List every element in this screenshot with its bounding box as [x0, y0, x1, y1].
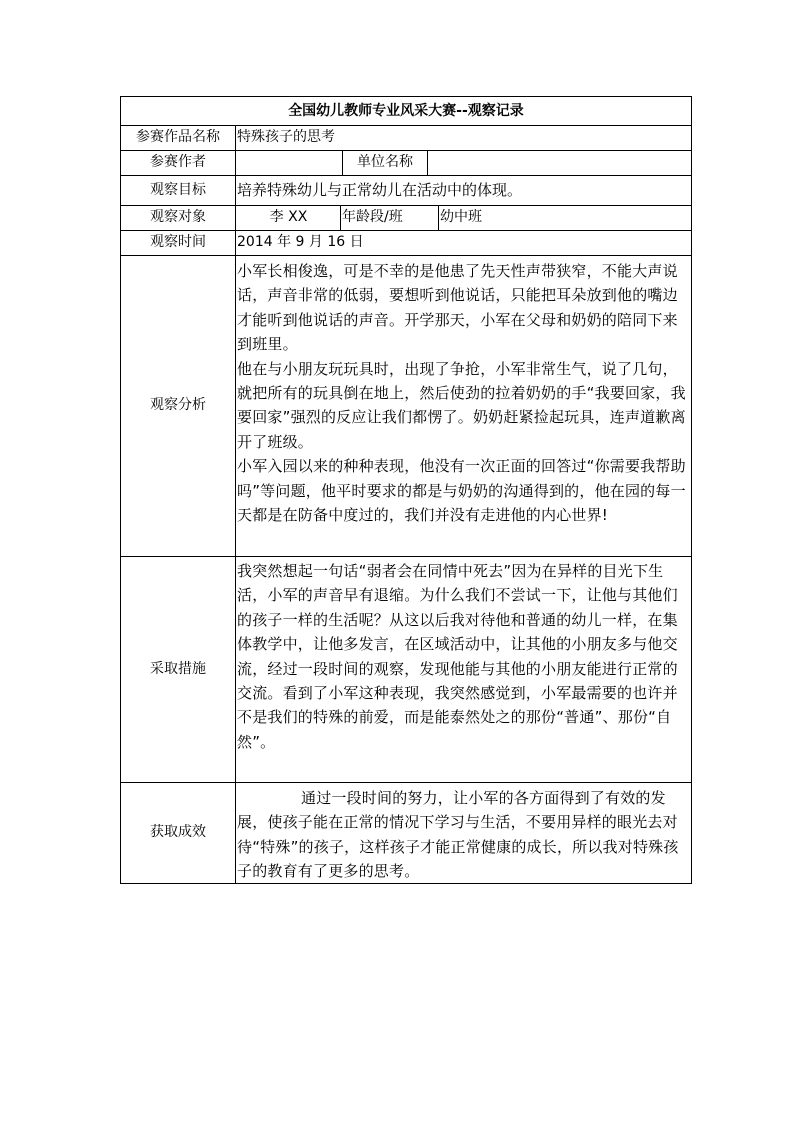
- goal-value: 培养特殊幼儿与正常幼儿在活动中的体现。: [237, 181, 523, 199]
- goal-label: 观察目标: [150, 182, 206, 198]
- analysis-text: [237, 259, 691, 527]
- subject-value: 李 XX: [269, 209, 308, 225]
- results-paragraph: 通过一段时间的努力，让小军的各方面得到了有效的发展，使孩子能在正常的情况下学习与生活，不要用异样的眼光去对待“特殊”的孩子，这样孩子才能正常健康的成长，所以我对特殊孩子的教育有了更多的思考。: [237, 789, 679, 881]
- column-divider: [340, 205, 341, 230]
- column-divider: [438, 205, 439, 230]
- analysis-paragraph: 小军入园以来的种种表现，他没有一次正面的回答过“你需要我帮助吗”等问题，他平时要求的都是与奶奶的沟通得到的，他在园的每一天都是在防备中度过的，我们并没有走进他的内心世界!: [237, 457, 686, 525]
- work-name-label: 参赛作品名称: [136, 129, 220, 145]
- measures-paragraph: 我突然想起一句话“弱者会在同情中死去”因为在异样的目光下生活，小军的声音早有退缩。为什么我们不尝试一下，让他与其他们的孩子一样的生活呢？从这以后我对待他和普通的幼儿一样，在集体教学中，让他多发言，在区域活动中，让其他的小朋友多与他交流，经过一段时间的观察，发现他能与其他的小朋友能进行正常的交流。看到了小军这种表现，我突然感觉到，小军最需要的也许并不是我们的特殊的前爱，而是能泰然处之的那份“普通”、那份“自然”。: [237, 562, 678, 751]
- results-label: 获取成效: [150, 824, 206, 840]
- column-divider: [235, 125, 236, 883]
- time-label: 观察时间: [150, 234, 206, 250]
- author-label: 参赛作者: [150, 154, 206, 170]
- measures-text: [237, 559, 691, 754]
- form-title: 全国幼儿教师专业风采大赛--观察记录: [288, 103, 524, 119]
- observation-record-form: [120, 96, 692, 884]
- age-group-label: 年龄段/班: [342, 209, 403, 225]
- age-group-value: 幼中班: [440, 209, 482, 225]
- unit-label: 单位名称: [357, 154, 413, 170]
- analysis-paragraph: 他在与小朋友玩玩具时，出现了争抢，小军非常生气，说了几句，就把所有的玩具倒在地上，然后使劲的拉着奶奶的手“我要回家，我要回家”强烈的反应让我们都愣了。奶奶赶紧捡起玩具，连声道歉离开了班级。: [237, 359, 686, 451]
- column-divider: [342, 150, 343, 175]
- subject-label: 观察对象: [150, 209, 206, 225]
- measures-label: 采取措施: [150, 661, 206, 677]
- results-text: [237, 786, 691, 884]
- analysis-label: 观察分析: [150, 397, 206, 413]
- work-name-value: 特殊孩子的思考: [237, 129, 335, 145]
- time-value: 2014 年 9 月 16 日: [237, 234, 364, 250]
- analysis-paragraph: 小军长相俊逸，可是不幸的是他患了先天性声带狭窄，不能大声说话，声音非常的低弱，要想听到他说话，只能把耳朵放到他的嘴边才能听到他说话的声音。开学那天，小军在父母和奶奶的陪同下来到班里。: [237, 262, 678, 354]
- column-divider: [427, 150, 428, 175]
